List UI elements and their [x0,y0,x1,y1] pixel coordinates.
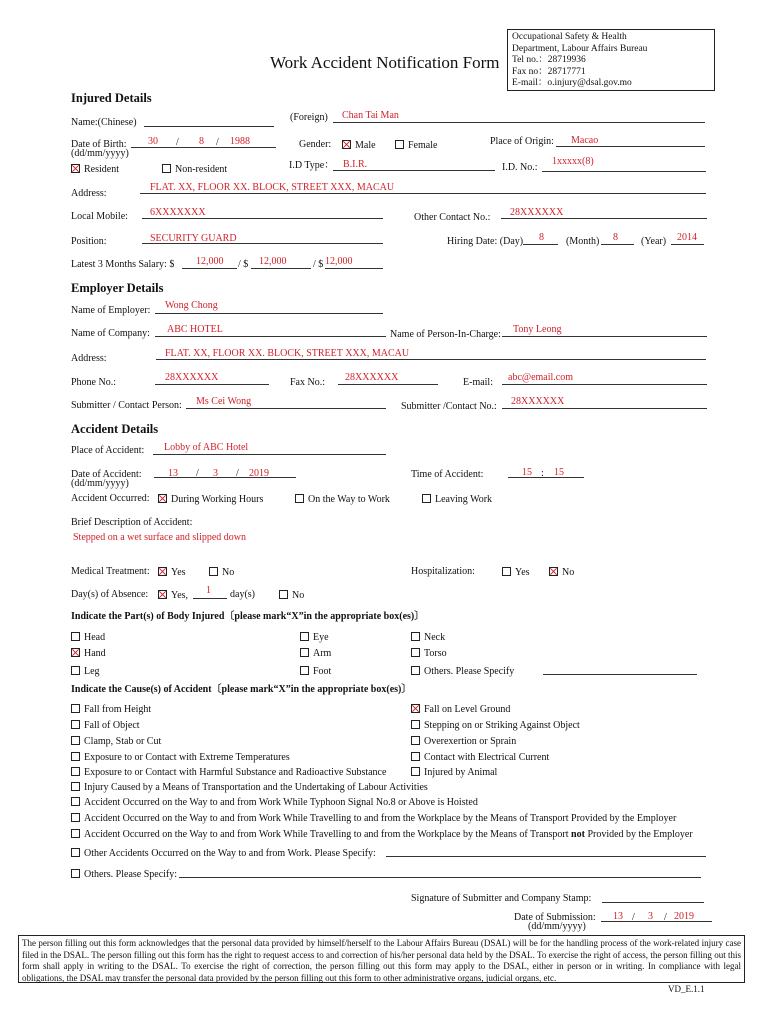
submission-month: 3 [648,911,653,922]
salary-1-field[interactable] [182,268,237,269]
hiring-month-field[interactable] [601,244,634,245]
option-label: Exposure to or Contact with Extreme Temperatures [84,752,290,763]
checkbox-checked-icon[interactable] [342,140,351,149]
option-label: Eye [313,632,329,643]
injured-details-heading: Injured Details [71,91,152,105]
nonresident-label: Non-resident [175,164,228,175]
accident-day-value: 13 [168,468,178,479]
causes-heading: Indicate the Cause(s) of Accident〔please mark“X”in the appropriate box(es)〕 [71,684,412,695]
department-info-box [507,29,715,91]
yes-label: Yes, [171,590,189,601]
cause-option[interactable] [71,813,676,824]
option-label: Arm [313,648,332,659]
dept-tel: Tel no.：28719936 [512,55,586,65]
salary-2-field[interactable] [251,268,311,269]
other-contact-label: Other Contact No.: [414,212,491,223]
gender-female-option[interactable] [395,140,437,151]
idno-value: 1xxxxx(8) [552,156,594,167]
signature-label: Signature of Submitter and Company Stamp: [411,893,592,904]
origin-field[interactable] [556,146,705,147]
hiring-date-label: Hiring Date: (Day) [447,236,524,247]
emphasis-not: not [571,829,585,840]
no-label: No [222,567,235,578]
name-chinese-label: Name:(Chinese) [71,117,137,128]
idtype-value: B.I.R. [343,159,368,170]
slash: / [664,912,667,923]
occurred-label: Accident Occurred: [71,493,150,504]
slash: / [632,912,635,923]
absence-no-option[interactable] [279,590,304,601]
employer-address-field[interactable] [156,359,706,360]
person-in-charge-label: Name of Person-In-Charge: [390,329,501,340]
other-contact-value: 28XXXXXX [510,207,564,218]
cause-option[interactable] [71,869,177,880]
checkbox-icon[interactable] [411,752,420,761]
submission-day: 13 [613,911,623,922]
dept-email: E-mail：o.injury@dsal.gov.mo [512,78,632,88]
checkbox-icon[interactable] [502,567,511,576]
body-foot-option[interactable] [300,666,331,677]
employer-name-field[interactable] [155,313,383,314]
body-arm-option[interactable] [300,648,331,659]
male-label: Male [355,140,376,151]
place-field[interactable] [153,454,386,455]
checkbox-checked-icon[interactable] [71,648,80,657]
hiring-month-value: 8 [613,232,618,243]
option-label: Hand [84,648,106,659]
medical-no-option[interactable] [209,567,234,578]
checkbox-icon[interactable] [300,632,309,641]
medical-yes-option[interactable] [158,567,186,578]
checkbox-icon[interactable] [411,720,420,729]
body-eye-option[interactable] [300,632,329,643]
salary-1-value: 12,000 [196,256,224,267]
position-value: SECURITY GUARD [150,233,237,244]
employer-name-value: Wong Chong [165,300,218,311]
dob-field[interactable] [131,147,276,148]
other-way-accident-field[interactable] [386,856,706,857]
cause-option[interactable] [411,767,497,778]
email-field[interactable] [502,384,707,385]
hiring-year-value: 2014 [677,232,697,243]
checkbox-icon[interactable] [162,164,171,173]
accident-details-heading: Accident Details [71,422,159,436]
privacy-notice: The person filling out this form acknowledges that the personal data provided by himself/herself to the Labour Affairs Bureau (DSAL) will be for the handling process of the work-related injury case filed in the DSAL. The person filling out this form has the right to request access to and correction of his/her personal data held by the DSAL. To exercise the right of access, the person filling out this form shall apply in writing to the DSAL. To exercise the right of correction, the person filling out this form may apply to the DSAL, either in person or in writing. In compliance with legal obligations, the DSAL may transfer the personal data provided by the person filling out this form to other administrative organs, judicial organs, etc. [18,935,745,983]
time-hour-value: 15 [522,467,532,478]
gender-label: Gender: [299,139,332,150]
option-label: Contact with Electrical Current [424,752,550,763]
cause-option[interactable] [71,829,693,840]
time-colon: : [541,468,544,479]
checkbox-icon[interactable] [71,767,80,776]
company-value: ABC HOTEL [167,324,223,335]
other-contact-field[interactable] [501,218,707,219]
fax-value: 28XXXXXX [345,372,399,383]
medical-label: Medical Treatment: [71,566,150,577]
option-label: Stepping on or Striking Against Object [424,720,580,731]
description-value[interactable]: Stepped on a wet surface and slipped down [73,532,247,543]
submission-year: 2019 [674,911,694,922]
option-label: Fall on Level Ground [424,704,511,715]
checkbox-icon[interactable] [71,720,80,729]
yes-label: Yes [171,567,186,578]
mobile-field[interactable] [142,218,383,219]
employer-address-value: FLAT. XX, FLOOR XX. BLOCK, STREET XXX, MACAU [165,348,410,359]
checkbox-checked-icon[interactable] [71,164,80,173]
version-code: VD_E.1.1 [668,984,705,994]
fax-field[interactable] [338,384,438,385]
resident-label: Resident [84,164,119,175]
checkbox-icon[interactable] [300,648,309,657]
checkbox-icon[interactable] [295,494,304,503]
phone-label: Phone No.: [71,377,116,388]
checkbox-icon[interactable] [422,494,431,503]
body-others-field[interactable] [543,674,697,675]
phone-value: 28XXXXXX [165,372,219,383]
option-label: Other Accidents Occurred on the Way to and from Work. Please Specify: [84,848,376,859]
slash: / [236,468,239,479]
body-head-option[interactable] [71,632,105,643]
checkbox-icon[interactable] [71,797,80,806]
foreign-name-field[interactable] [333,122,705,123]
option-label: Neck [424,632,446,643]
absence-label: Day(s) of Absence: [71,589,149,600]
option-label: Accident Occurred on the Way to and from Work While Travelling to and from the Workplace by the Means of Transport [84,829,569,840]
address-field[interactable] [140,193,706,194]
company-label: Name of Company: [71,328,150,339]
cause-option[interactable] [411,720,580,731]
body-neck-option[interactable] [411,632,445,643]
salary-label: Latest 3 Months Salary: $ [71,259,175,270]
dob-label: Date of Birth: [71,139,127,150]
cause-option[interactable] [71,704,151,715]
no-label: No [562,567,575,578]
origin-value: Macao [571,135,599,146]
cause-option[interactable] [411,704,510,715]
salary-2-value: 12,000 [259,256,287,267]
body-hand-option[interactable] [71,648,106,659]
gender-male-option[interactable] [342,140,376,151]
mobile-value: 6XXXXXXX [150,207,206,218]
hiring-year-label: (Year) [641,236,667,247]
accident-year-value: 2019 [249,468,269,479]
dept-line: Department, Labour Affairs Bureau [512,43,648,54]
name-chinese-field[interactable] [144,126,274,127]
mobile-label: Local Mobile: [71,211,128,222]
checkbox-icon[interactable] [300,666,309,675]
occurred-working-option[interactable] [158,494,263,505]
hiring-month-label: (Month) [566,236,600,247]
cause-option[interactable] [411,736,516,747]
position-label: Position: [71,236,107,247]
submitter-label: Submitter / Contact Person: [71,400,182,411]
salary-3-value: 12,000 [325,256,353,267]
checkbox-icon[interactable] [279,590,288,599]
checkbox-icon[interactable] [411,767,420,776]
cause-option[interactable] [71,752,290,763]
cause-option[interactable] [71,797,478,808]
employer-address-label: Address: [71,353,107,364]
checkbox-icon[interactable] [411,666,420,675]
accident-month-value: 3 [213,468,218,479]
cause-option[interactable] [71,736,161,747]
body-others-option[interactable] [411,666,514,677]
cause-option[interactable] [411,752,549,763]
checkbox-checked-icon[interactable] [158,567,167,576]
cause-option[interactable] [71,767,386,778]
resident-option[interactable] [71,164,119,175]
accident-date-format: (dd/mm/yyyy) [71,478,129,489]
submitter-field[interactable] [186,408,386,409]
email-value: abc@email.com [508,372,574,383]
option-label: Overexertion or Sprain [424,736,517,747]
place-label: Place of Accident: [71,445,145,456]
others-specify-field[interactable] [179,877,701,878]
option-label: Accident Occurred on the Way to and from Work While Travelling to and from the Workplace by the Means of Transport Provided by the Employer [84,813,677,824]
submitter-value: Ms Cei Wong [196,396,252,407]
idtype-field[interactable] [333,170,495,171]
option-label: Leg [84,666,100,677]
checkbox-icon[interactable] [71,752,80,761]
fax-label: Fax No.: [290,377,325,388]
checkbox-icon[interactable] [71,782,80,791]
phone-field[interactable] [155,384,269,385]
option-label: Exposure to or Contact with Harmful Substance and Radioactive Substance [84,767,387,778]
checkbox-checked-icon[interactable] [411,704,420,713]
salary-separator: / $ [238,259,249,270]
signature-field[interactable] [602,902,704,903]
person-in-charge-value: Tony Leong [513,324,562,335]
option-label: Injury Caused by a Means of Transportation and the Undertaking of Labour Activities [84,782,428,793]
checkbox-icon[interactable] [71,666,80,675]
checkbox-icon[interactable] [71,813,80,822]
checkbox-icon[interactable] [71,829,80,838]
email-label: E-mail: [463,377,493,388]
checkbox-icon[interactable] [209,567,218,576]
dob-format: (dd/mm/yyyy) [71,148,129,159]
cause-option[interactable] [71,720,140,731]
hiring-day-value: 8 [539,232,544,243]
submitter-contact-value: 28XXXXXX [511,396,565,407]
dept-fax: Fax no：28717771 [512,66,586,77]
option-label: Others. Please Specify: [84,869,178,880]
body-leg-option[interactable] [71,666,100,677]
slash: / [176,137,179,148]
accident-date-label: Date of Accident: [71,469,142,480]
option-label: Foot [313,666,332,677]
body-parts-heading: Indicate the Part(s) of Body Injured〔please mark“X”in the appropriate box(es)〕 [71,611,425,622]
company-field[interactable] [155,336,386,337]
checkbox-icon[interactable] [71,704,80,713]
option-label: Clamp, Stab or Cut [84,736,162,747]
salary-separator: / $ [313,259,324,270]
body-torso-option[interactable] [411,648,447,659]
dob-day: 30 [148,136,158,147]
idno-label: I.D. No.: [502,162,538,173]
checkbox-icon[interactable] [71,848,80,857]
checkbox-icon[interactable] [71,736,80,745]
idtype-label: I.D Type： [289,160,335,171]
address-label: Address: [71,188,107,199]
option-label: Accident Occurred on the Way to and from Work While Typhoon Signal No.8 or Above is Hoisted [84,797,478,808]
origin-label: Place of Origin: [490,136,554,147]
slash: / [196,468,199,479]
absence-yes-option[interactable] [158,590,188,601]
option-label: Head [84,632,106,643]
address-value: FLAT. XX, FLOOR XX. BLOCK, STREET XXX, MACAU [150,182,395,193]
checkbox-icon[interactable] [411,632,420,641]
option-label: Fall of Object [84,720,140,731]
checkbox-icon[interactable] [411,648,420,657]
option-label: Injured by Animal [424,767,498,778]
foreign-name-value: Chan Tai Man [342,110,399,121]
salary-3-field[interactable] [325,268,383,269]
checkbox-checked-icon[interactable] [158,590,167,599]
absence-days-value: 1 [206,585,211,596]
option-label: Leaving Work [435,494,493,505]
checkbox-checked-icon[interactable] [549,567,558,576]
nonresident-option[interactable] [162,164,227,175]
description-label: Brief Description of Accident: [71,517,193,528]
employer-name-label: Name of Employer: [71,305,151,316]
option-label: Provided by the Employer [587,829,693,840]
time-label: Time of Accident: [411,469,484,480]
absence-days-field[interactable] [193,598,227,599]
hosp-no-option[interactable] [549,567,574,578]
employer-details-heading: Employer Details [71,281,164,295]
yes-label: Yes [515,567,530,578]
no-label: No [292,590,305,601]
submitter-contact-label: Submitter /Contact No.: [401,401,497,412]
option-label: During Working Hours [171,494,264,505]
submitter-contact-field[interactable] [502,408,707,409]
option-label: On the Way to Work [308,494,390,505]
checkbox-checked-icon[interactable] [158,494,167,503]
dob-month: 8 [199,136,204,147]
dept-line: Occupational Safety & Health [512,32,627,42]
female-label: Female [408,140,438,151]
checkbox-icon[interactable] [395,140,404,149]
occurred-leaving-option[interactable] [422,494,492,505]
absence-unit: day(s) [230,589,255,600]
option-label: Others. Please Specify [424,666,515,677]
hiring-year-field[interactable] [671,244,704,245]
person-in-charge-field[interactable] [502,336,707,337]
checkbox-icon[interactable] [71,632,80,641]
hiring-day-field[interactable] [523,244,558,245]
dob-year: 1988 [230,136,250,147]
occurred-way-option[interactable] [295,494,390,505]
foreign-name-label: (Foreign) [290,112,328,123]
idno-field[interactable] [542,171,706,172]
checkbox-icon[interactable] [71,869,80,878]
option-label: Fall from Height [84,704,152,715]
time-min-value: 15 [554,467,564,478]
time-field[interactable] [508,477,584,478]
hosp-yes-option[interactable] [502,567,530,578]
cause-option[interactable] [71,848,376,859]
submission-date-label: Date of Submission: [514,912,596,923]
submission-date-format: (dd/mm/yyyy) [528,921,586,932]
option-label: Torso [424,648,447,659]
place-value: Lobby of ABC Hotel [164,442,249,453]
cause-option[interactable] [71,782,428,793]
slash: / [216,137,219,148]
checkbox-icon[interactable] [411,736,420,745]
hospitalization-label: Hospitalization: [411,566,475,577]
form-title: Work Accident Notification Form [270,53,500,72]
